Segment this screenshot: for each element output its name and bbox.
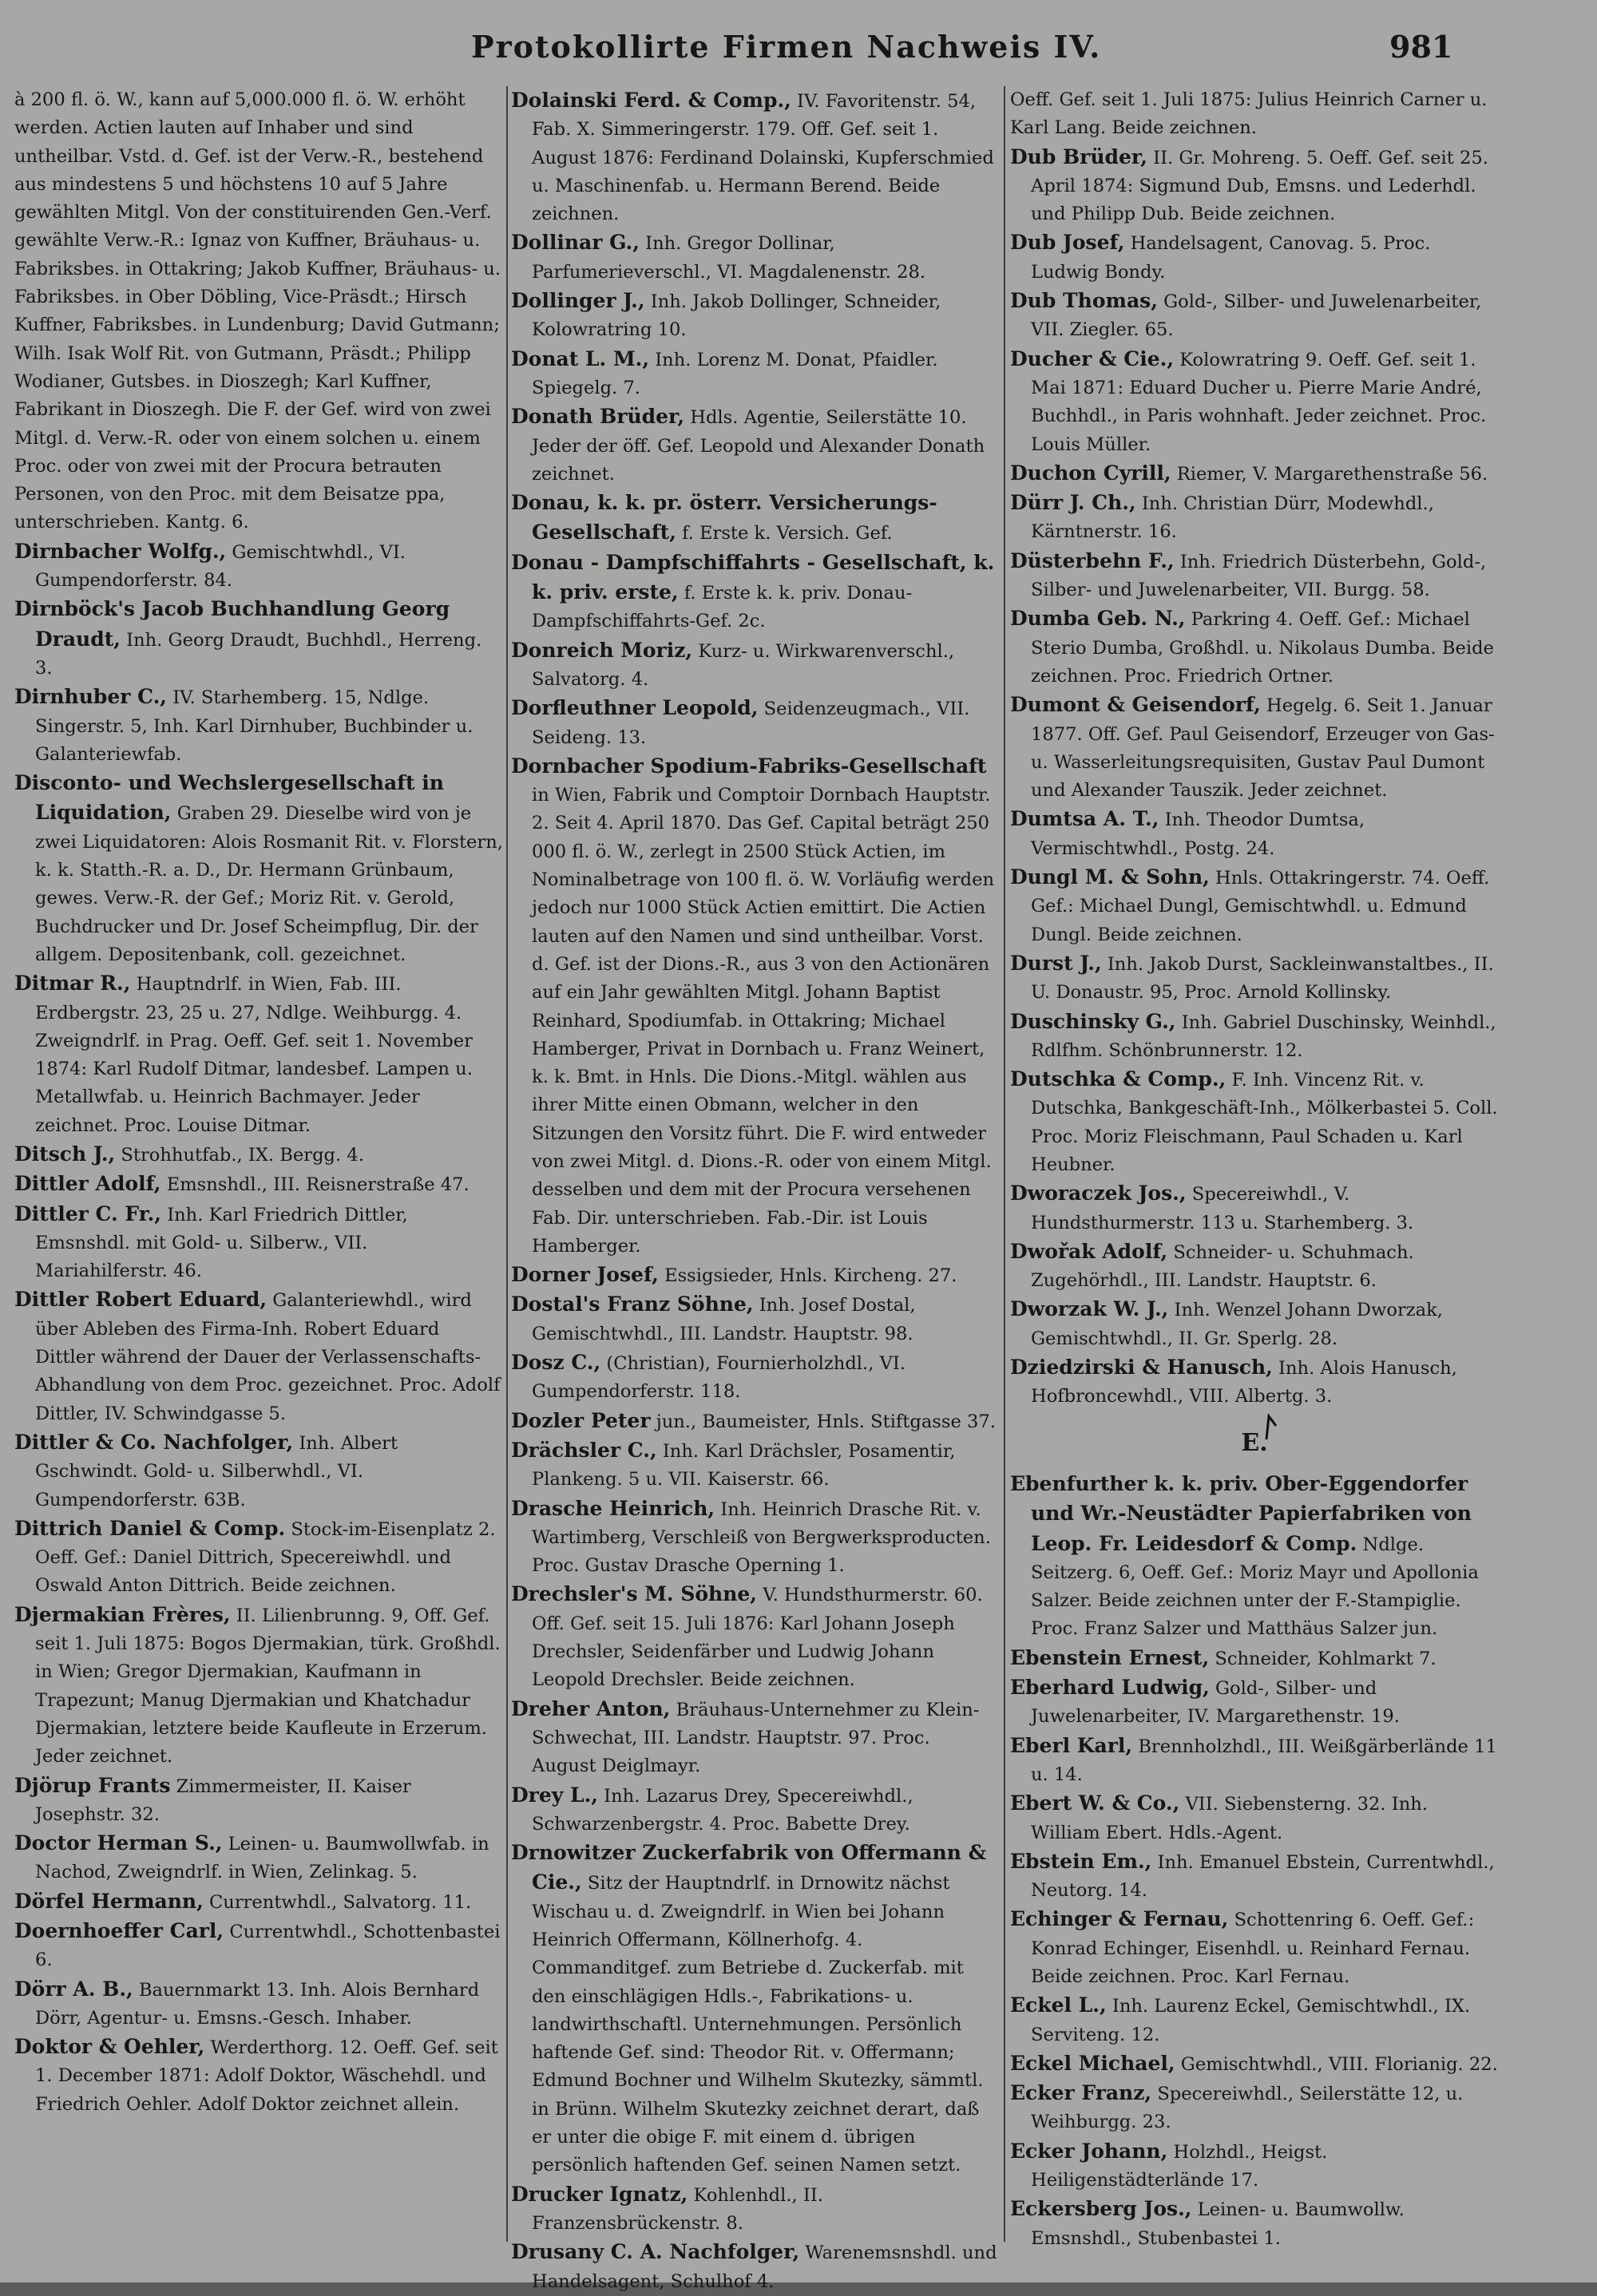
directory-entry <box>14 1887 503 1917</box>
firm-name: Djermakian Frères, <box>14 1602 231 1626</box>
entry-text: (Christian), Fournierholzhdl., VI. Gumpendorferstr. 118. <box>532 1353 906 1403</box>
entry-text: Inh. Christian Dürr, Modewhdl., Kärntnerstr. 16. <box>1031 493 1434 543</box>
entry-text: Inh. Karl Drächsler, Posamentir, Plankeng. 5 u. VII. Kaiserstr. 66. <box>532 1440 956 1490</box>
firm-name: Dittler & Co. Nachfolger, <box>14 1430 294 1454</box>
entry-text: Specereiwhdl., Seilerstätte 12, u. Weihburgg. 23. <box>1031 2084 1464 2133</box>
directory-entry <box>14 1428 503 1514</box>
directory-entry <box>1010 547 1499 605</box>
entry-text: Zimmermeister, II. Kaiser Josephstr. 32. <box>35 1775 411 1825</box>
entry-text: Emsnshdl., III. Reisnerstraße 47. <box>166 1174 470 1196</box>
firm-name: Eberhard Ludwig, <box>1010 1676 1210 1700</box>
firm-name: Dub Josef, <box>1010 231 1125 255</box>
entry-text: Kolowratring 9. Oeff. Gef. seit 1. Mai 1871: Eduard Ducher u. Pierre Marie André, Buchhdl., in Paris wohnhaft. Jeder zeichnet. Proc. Louis Müller. <box>1031 349 1487 455</box>
firm-name: Dittler Robert Eduard, <box>14 1288 267 1312</box>
directory-entry <box>1010 1237 1499 1296</box>
firm-name: Drächsler C., <box>511 1438 657 1462</box>
directory-entry <box>511 636 1000 695</box>
column-rule <box>1004 86 1005 2242</box>
firm-name: Ditsch J., <box>14 1142 116 1166</box>
entry-text: Inh. Jakob Dollinger, Schneider, Kolowratring 10. <box>532 291 941 341</box>
entry-text: Stock-im-Eisenplatz 2. Oeff. Gef.: Daniel Dittrich, Specereiwhdl. und Oswald Anton Dittrich. Beide zeichnen. <box>35 1518 496 1597</box>
running-title: Protokollirte Firmen Nachweis IV. <box>471 29 1102 65</box>
entry-text: Warenemsnshdl. und Handelsagent, Schulhof 4. <box>532 2243 997 2292</box>
firm-name: Dreher Anton, <box>511 1696 671 1720</box>
firm-name: Ditmar R., <box>14 972 131 996</box>
firm-name: Dub Thomas, <box>1010 289 1158 313</box>
entry-text: Inh. Alois Hanusch, Hofbroncewhdl., VIII. Albertg. 3. <box>1031 1358 1457 1407</box>
directory-entry <box>511 1695 1000 1781</box>
section-letter: E. <box>1241 1428 1268 1457</box>
entry-text: Parkring 4. Oeff. Gef.: Michael Sterio Dumba, Großhdl. u. Nikolaus Dumba. Beide zeichnen. Proc. Friedrich Ortner. <box>1031 609 1494 687</box>
entry-text: Bauernmarkt 13. Inh. Alois Bernhard Dörr, Agentur- u. Emsns.-Gesch. Inhaber. <box>35 1979 480 2029</box>
entry-text: Seidenzeugmach., VII. Seideng. 13. <box>532 699 970 748</box>
entry-text: f. Erste k. k. priv. Donau-Dampfschiffahrts-Gef. 2c. <box>532 583 913 632</box>
entry-text: Holzhdl., Heigst. Heiligenstädterlände 17. <box>1031 2141 1328 2191</box>
firm-name: Ducher & Cie., <box>1010 346 1175 370</box>
firm-name: Duchon Cyrill, <box>1010 461 1171 485</box>
directory-entry <box>511 1580 1000 1694</box>
directory-entry <box>14 1771 503 1830</box>
firm-name: Dwořak Adolf, <box>1010 1239 1168 1263</box>
entry-text: Leinen- u. Baumwollw. Emsnshdl., Stubenbastei 1. <box>1031 2199 1405 2249</box>
entry-text: VII. Siebensterng. 32. Inh. William Ebert. Hdls.-Agent. <box>1031 1794 1429 1843</box>
page-number: 981 <box>1389 29 1453 65</box>
entry-text: Inh. Theodor Dumtsa, Vermischtwhdl., Postg. 24. <box>1031 810 1365 859</box>
firm-name: Drey L., <box>511 1783 598 1807</box>
entry-text: Inh. Laurenz Eckel, Gemischtwhdl., IX. Serviteng. 12. <box>1031 1996 1471 2045</box>
directory-entry <box>1010 949 1499 1007</box>
firm-name: Dosz C., <box>511 1351 601 1375</box>
firm-name: Djörup Frants <box>14 1773 171 1797</box>
directory-entry <box>1010 86 1499 143</box>
directory-entry <box>1010 1470 1499 1644</box>
directory-entry <box>1010 1353 1499 1411</box>
firm-name: Donath Brüder, <box>511 405 685 429</box>
firm-name: Dub Brüder, <box>1010 144 1147 168</box>
entry-text: Werderthorg. 12. Oeff. Gef. seit 1. December 1871: Adolf Doktor, Wäschehdl. und Friedrich Oehler. Adolf Doktor zeichnet allein. <box>35 2037 498 2115</box>
directory-entry <box>511 2238 1000 2296</box>
directory-entry <box>14 969 503 1140</box>
directory-entry <box>14 1975 503 2033</box>
directory-entry <box>1010 805 1499 863</box>
entry-text: Inh. Gregor Dollinar, Parfumerieverschl., VI. Magdalenenstr. 28. <box>532 233 926 283</box>
firm-name: Drnowitzer Zuckerfabrik von Offermann & Cie., <box>511 1841 987 1894</box>
directory-entry <box>14 769 503 969</box>
firm-name: Duschinsky G., <box>1010 1009 1176 1033</box>
directory-entry <box>14 1829 503 1887</box>
directory-entry <box>14 1917 503 1975</box>
entry-text: Inh. Heinrich Drasche Rit. v. Wartimberg, Verschleiß von Bergwerksproducten. Proc. Gustav Drasche Operning 1. <box>532 1498 991 1577</box>
directory-entry <box>511 1494 1000 1581</box>
entry-text: Essigsieder, Hnls. Kircheng. 27. <box>664 1265 957 1287</box>
entry-text: in Wien, Fabrik und Comptoir Dornbach Hauptstr. 2. Seit 4. April 1870. Das Gef. Capital beträgt 250 000 fl. ö. W., zerlegt in 2500 Stück Actien, im Nominalbetrage von 100 fl. ö. W. Vorläufig werden jedoch nur 1000 Stück Actien emittirt. Die Actien lauten auf den Namen und sind untheilbar. Vorst. d. Gef. ist der Dions.-R., aus 3 von den Actionären auf ein Jahr gewählten Mitgl. Johann Baptist Reinhard, Spodiumfab. in Ottakring; Michael Hamberger, Privat in Dornbach u. Franz Weinert, k. k. Bmt. in Hnls. Die Dions.-Mitgl. wählen aus ihrer Mitte einen Obmann, welcher in den Sitzungen den Vorsitz führt. Die F. wird entweder von zwei Mitgl. d. Dions.-R. oder von einem Mitgl. desselben und dem mit der Procura versehenen Fab. Dir. unterschrieben. Fab.-Dir. ist Louis Hamberger. <box>532 785 995 1257</box>
directory-entry <box>511 1348 1000 1407</box>
entry-text: Gemischtwhdl., VIII. Florianig. 22. <box>1180 2053 1498 2075</box>
firm-name: Ebenstein Ernest, <box>1010 1645 1210 1669</box>
page-header <box>0 29 1597 64</box>
firm-name: Dörfel Hermann, <box>14 1889 204 1913</box>
entry-text: Bräuhaus-Unternehmer zu Klein-Schwechat, III. Landstr. Hauptstr. 97. Proc. August Deiglmayr. <box>532 1699 980 1777</box>
directory-entry <box>14 1140 503 1170</box>
entry-text: Strohhutfab., IX. Bergg. 4. <box>121 1144 364 1166</box>
directory-entry <box>1010 1007 1499 1066</box>
firm-name: Dörr A. B., <box>14 1977 133 2001</box>
firm-name: Dozler Peter <box>511 1408 651 1432</box>
firm-name: Dorfleuthner Leopold, <box>511 696 759 720</box>
directory-entry <box>1010 345 1499 459</box>
firm-name: Dollinar G., <box>511 231 640 255</box>
entry-text: Hauptndrlf. in Wien, Fab. III. Erdbergstr. 23, 25 u. 27, Ndlge. Weihburgg. 4. Zweigndrlf. in Prag. Oeff. Gef. seit 1. November 1874: Karl Rudolf Ditmar, landesbef. Lampen u. Metallwfab. u. Heinrich Bachmayer. Jeder zeichnet. Proc. Louise Ditmar. <box>35 974 473 1136</box>
directory-entry <box>1010 1065 1499 1179</box>
directory-entry <box>1010 228 1499 287</box>
entry-text: Schneider, Kohlmarkt 7. <box>1215 1648 1437 1669</box>
directory-entry <box>511 2180 1000 2239</box>
directory-entry <box>1010 1295 1499 1353</box>
firm-name: Donau - Dampfschiffahrts - Gesellschaft, k. k. priv. erste, <box>511 550 995 604</box>
firm-name: Dostal's Franz Söhne, <box>511 1292 754 1316</box>
entry-text: Currentwhdl., Salvatorg. 11. <box>208 1891 472 1913</box>
firm-name: Dorner Josef, <box>511 1263 659 1287</box>
entry-text: V. Hundsthurmerstr. 60. Off. Gef. seit 15. Juli 1876: Karl Johann Joseph Drechsler, Seidenfärber und Ludwig Johann Leopold Drechsler. Beide zeichnen. <box>532 1585 983 1691</box>
entry-text: Hnls. Ottakringerstr. 74. Oeff. Gef.: Michael Dungl, Gemischtwhdl. u. Edmund Dungl. Beide zeichnen. <box>1031 868 1490 945</box>
entry-text: Sitz der Hauptndrlf. in Drnowitz nächst Wischau u. d. Zweigndrlf. in Wien bei Johann Heinrich Offermann, Köllnerhofg. 4. Commanditgef. zum Betriebe d. Zuckerfab. mit den einschlägigen Hdls.-, Fabrikations- u. landwirthschaftl. Unternehmungen. Persönlich haftende Gef. sind: Theodor Rit. v. Offermann; Edmund Bochner und Wilhelm Skutezky, sämmtl. in Brünn. Wilhelm Skutezky zeichnet derart, daß er unter die obige F. mit einem d. übrigen persönlich haftenden Gef. seinen Namen setzt. <box>532 1873 984 2176</box>
firm-name: Dutschka & Comp., <box>1010 1067 1226 1091</box>
directory-entry <box>1010 2079 1499 2137</box>
directory-entry <box>511 228 1000 287</box>
firm-name: Doctor Herman S., <box>14 1831 223 1855</box>
entry-text: IV. Favoritenstr. 54, Fab. X. Simmeringerstr. 179. Off. Gef. seit 1. August 1876: Ferdinand Dolainski, Kupferschmied u. Maschinenfab. u. Hermann Berend. Beide zeichnen. <box>532 91 994 225</box>
entry-text: Hegelg. 6. Seit 1. Januar 1877. Off. Gef. Paul Geisendorf, Erzeuger von Gas- u. Wasserleitungsrequisiten, Gustav Paul Dumont und Alexander Tauszik. Jeder zeichnet. <box>1031 695 1495 802</box>
firm-name: Dittler C. Fr., <box>14 1201 162 1225</box>
directory-entry <box>14 86 503 537</box>
firm-name: Dworaczek Jos., <box>1010 1182 1187 1205</box>
directory-entry <box>1010 1673 1499 1732</box>
firm-name: Dworzak W. J., <box>1010 1297 1169 1321</box>
firm-name: Ecker Franz, <box>1010 2081 1152 2105</box>
entry-text: Handelsagent, Canovag. 5. Proc. Ludwig Bondy. <box>1031 233 1431 283</box>
firm-name: Dziedzirski & Hanusch, <box>1010 1356 1273 1380</box>
directory-entry <box>511 548 1000 636</box>
firm-name: Doktor & Oehler, <box>14 2035 205 2059</box>
directory-entry <box>14 595 503 683</box>
entry-text: Gemischtwhdl., VI. Gumpendorferstr. 84. <box>35 541 406 592</box>
entry-text: Inh. Karl Friedrich Dittler, Emsnshdl. mit Gold- u. Silberw., VII. Mariahilferstr. 46. <box>35 1204 408 1282</box>
firm-name: Dirnbacher Wolfg., <box>14 539 227 563</box>
firm-name: Eckel Michael, <box>1010 2051 1175 2075</box>
entry-text: II. Gr. Mohreng. 5. Oeff. Gef. seit 25. April 1874: Sigmund Dub, Emsns. und Lederhdl. und Philipp Dub. Beide zeichnen. <box>1031 147 1488 225</box>
entry-text: Galanteriewhdl., wird über Ableben des Firma-Inh. Robert Eduard Dittler während der Dauer der Verlassenschafts-Abhandlung von dem Proc. gezeichnet. Proc. Adolf Dittler, IV. Schwindgasse 5. <box>35 1290 501 1424</box>
entry-text: Leinen- u. Baumwollwfab. in Nachod, Zweigndrlf. in Wien, Zelinkag. 5. <box>35 1834 489 1883</box>
pencil-mark-icon <box>1255 1413 1281 1440</box>
directory-entry <box>511 1781 1000 1839</box>
firm-name: Ebert W. & Co., <box>1010 1791 1180 1815</box>
directory-entry <box>511 287 1000 345</box>
directory-entry <box>14 537 503 596</box>
firm-name: Dirnhuber C., <box>14 685 168 709</box>
entry-text: Graben 29. Dieselbe wird von je zwei Liquidatoren: Alois Rosmanit Rit. v. Florstern, k. k. Statth.-R. a. D., Dr. Hermann Grünbaum, gewes. Verw.-R. der Gef.; Moriz Rit. v. Gerold, Buchdrucker und Dr. Josef Scheimpflug, Dir. der allgem. Depositenbank, coll. gezeichnet. <box>35 803 503 965</box>
directory-entry <box>14 1200 503 1286</box>
firm-name: Dittler Adolf, <box>14 1172 161 1196</box>
firm-name: Drechsler's M. Söhne, <box>511 1582 758 1606</box>
entry-text: Inh. Lazarus Drey, Specereiwhdl., Schwarzenbergstr. 4. Proc. Babette Drey. <box>532 1785 913 1835</box>
entry-text: Inh. Josef Dostal, Gemischtwhdl., III. Landstr. Hauptstr. 98. <box>532 1295 916 1344</box>
firm-name: Dungl M. & Sohn, <box>1010 865 1210 889</box>
directory-entry <box>14 1170 503 1199</box>
directory-entry <box>1010 1991 1499 2049</box>
firm-name: Durst J., <box>1010 951 1102 975</box>
entry-text: à 200 fl. ö. W., kann auf 5,000.000 fl. ö. W. erhöht werden. Actien lauten auf Inhaber und sind untheilbar. Vstd. d. Gef. ist der Verw.-R., bestehend aus mindestens 5 und höchstens 10 auf 5 Jahre gewählten Mitgl. Von der constituirenden Gen.-Verf. gewählte Verw.-R.: Ignaz von Kuffner, Bräuhaus- u. Fabriksbes. in Ottakring; Jakob Kuffner, Bräuhaus- u. Fabriksbes. in Ober Döbling, Vice-Präsdt.; Hirsch Kuffner, Fabriksbes. in Lundenburg; David Gutmann; Wilh. Isak Wolf Rit. von Gutmann, Präsdt.; Philipp Wodianer, Gutsbes. in Dioszegh; Karl Kuffner, Fabrikant in Dioszegh. Die F. der Gef. wird von zwei Mitgl. d. Verw.-R. oder von einem solchen u. einem Proc. oder von zwei mit der Procura betrauten Personen, von den Proc. mit dem Beisatze ppa, unterschrieben. Kantg. 6. <box>14 89 501 533</box>
directory-entry <box>1010 1732 1499 1790</box>
firm-name: Düsterbehn F., <box>1010 548 1175 572</box>
entry-text: Inh. Emanuel Ebstein, Currentwhdl., Neutorg. 14. <box>1031 1851 1495 1902</box>
directory-entry <box>1010 1905 1499 1991</box>
directory-entry <box>14 2033 503 2119</box>
directory-entry <box>511 86 1000 228</box>
firm-name: Drasche Heinrich, <box>511 1496 715 1520</box>
firm-name: Donreich Moriz, <box>511 638 693 662</box>
firm-name: Donat L. M., <box>511 346 650 370</box>
entry-text: Ndlge. Seitzerg. 6, Oeff. Gef.: Moriz Mayr und Apollonia Salzer. Beide zeichnen unter der F.-Stampiglie. Proc. Franz Salzer und Matthäus Salzer jun. <box>1031 1534 1479 1640</box>
entry-text: Oeff. Gef. seit 1. Juli 1875: Julius Heinrich Carner u. Karl Lang. Beide zeichnen. <box>1010 89 1488 139</box>
directory-entry <box>1010 1179 1499 1237</box>
entry-text: Currentwhdl., Schottenbastei 6. <box>35 1922 501 1971</box>
column-2 <box>511 86 1000 2292</box>
directory-entry <box>511 402 1000 489</box>
entry-text: Kohlenhdl., II. Franzensbrückenstr. 8. <box>532 2184 823 2234</box>
firm-name: Eckersberg Jos., <box>1010 2197 1192 2221</box>
entry-text: Inh. Jakob Durst, Sackleinwanstaltbes., II. U. Donaustr. 95, Proc. Arnold Kollinsky. <box>1031 953 1494 1004</box>
firm-name: Dirnböck's Jacob Buchhandlung Georg Draudt, <box>14 597 450 651</box>
firm-name: Echinger & Fernau, <box>1010 1907 1229 1931</box>
firm-name: Ebstein Em., <box>1010 1849 1152 1873</box>
entry-text: Gold-, Silber- und Juwelenarbeiter, VII. Ziegler. 65. <box>1031 291 1482 341</box>
firm-name: Dumont & Geisendorf, <box>1010 693 1261 717</box>
entry-text: Inh. Wenzel Johann Dworzak, Gemischtwhdl., II. Gr. Sperlg. 28. <box>1031 1300 1443 1349</box>
directory-entry <box>511 694 1000 752</box>
entry-text: jun., Baumeister, Hnls. Stiftgasse 37. <box>656 1411 996 1432</box>
firm-name: Dittrich Daniel & Comp. <box>14 1516 286 1540</box>
directory-entry <box>1010 1847 1499 1906</box>
directory-entry <box>511 1261 1000 1290</box>
directory-entry <box>511 345 1000 403</box>
directory-entry <box>14 1514 503 1601</box>
entry-text: Inh. Gabriel Duschinsky, Weinhdl., Rdlfhm. Schönbrunnerstr. 12. <box>1031 1011 1496 1061</box>
entry-text: Specereiwhdl., V. Hundsthurmerstr. 113 u. Starhemberg. 3. <box>1031 1184 1414 1233</box>
entry-text: Kurz- u. Wirkwarenverschl., Salvatorg. 4. <box>532 640 955 690</box>
directory-entry <box>14 683 503 769</box>
entry-text: Inh. Friedrich Düsterbehn, Gold-, Silber- und Juwelenarbeiter, VII. Burgg. 58. <box>1031 551 1487 601</box>
directory-entry <box>1010 459 1499 489</box>
entry-text: f. Erste k. Versich. Gef. <box>682 523 893 544</box>
firm-name: Dürr J. Ch., <box>1010 491 1136 515</box>
entry-text: Brennholzhdl., III. Weißgärberlände 11 u. 14. <box>1031 1736 1497 1785</box>
entry-text: Schottenring 6. Oeff. Gef.: Konrad Echinger, Eisenhdl. u. Reinhard Fernau. Beide zeichnen. Proc. Karl Fernau. <box>1031 1910 1475 1987</box>
firm-name: Eckel L., <box>1010 1993 1107 2017</box>
directory-entry <box>511 1436 1000 1494</box>
firm-name: Dolainski Ferd. & Comp., <box>511 89 791 112</box>
firm-name: Ecker Johann, <box>1010 2139 1168 2163</box>
directory-entry <box>1010 2137 1499 2195</box>
directory-entry <box>1010 691 1499 805</box>
directory-entry <box>1010 489 1499 547</box>
firm-name: Eberl Karl, <box>1010 1733 1133 1757</box>
entry-text: Gold-, Silber- und Juwelenarbeiter, IV. Margarethenstr. 19. <box>1031 1678 1400 1728</box>
firm-name: Dornbacher Spodium-Fabriks-Gesellschaft <box>511 754 987 778</box>
directory-entry <box>511 1407 1000 1436</box>
firm-name: Dumtsa A. T., <box>1010 807 1159 831</box>
entry-text: Riemer, V. Margarethenstraße 56. <box>1176 463 1488 485</box>
directory-entry <box>511 752 1000 1261</box>
entry-text: Hdls. Agentie, Seilerstätte 10. Jeder der öff. Gef. Leopold und Alexander Donath zeichnet. <box>532 407 985 485</box>
directory-entry <box>511 1290 1000 1348</box>
directory-entry <box>1010 604 1499 691</box>
entry-text: F. Inh. Vincenz Rit. v. Dutschka, Bankgeschäft-Inh., Mölkerbastei 5. Coll. Proc. Moriz Fleischmann, Paul Schaden u. Karl Heubner. <box>1031 1070 1498 1175</box>
firm-name: Drusany C. A. Nachfolger, <box>511 2240 800 2264</box>
directory-entry <box>1010 2195 1499 2253</box>
directory-entry <box>14 1601 503 1771</box>
directory-entry <box>14 1285 503 1427</box>
entry-text: Schneider- u. Schuhmach. Zugehörhdl., III. Landstr. Hauptstr. 6. <box>1031 1241 1414 1292</box>
entry-text: IV. Starhemberg. 15, Ndlge. Singerstr. 5, Inh. Karl Dirnhuber, Buchbinder u. Galanteriewfab. <box>35 687 474 765</box>
entry-text: Inh. Lorenz M. Donat, Pfaidler. Spiegelg. 7. <box>532 349 938 398</box>
entry-text: Inh. Albert Gschwindt. Gold- u. Silberwhdl., VI. Gumpendorferstr. 63B. <box>35 1432 398 1510</box>
firm-name: Donau, k. k. pr. österr. Versicherungs-Gesellschaft, <box>511 491 937 544</box>
directory-entry <box>511 1839 1000 2180</box>
entry-text: Inh. Georg Draudt, Buchhdl., Herreng. 3. <box>35 629 482 679</box>
directory-entry <box>1010 1789 1499 1847</box>
column-3 <box>1010 86 1499 2266</box>
directory-entry <box>1010 1644 1499 1673</box>
column-1 <box>14 86 503 2266</box>
column-rule <box>506 86 508 2242</box>
firm-name: Drucker Ignatz, <box>511 2182 688 2206</box>
firm-name: Doernhoeffer Carl, <box>14 1919 224 1942</box>
firm-name: Dollinger J., <box>511 289 645 313</box>
entry-text: II. Lilienbrunng. 9, Off. Gef. seit 1. Juli 1875: Bogos Djermakian, türk. Großhdl. in Wien; Gregor Djermakian, Kaufmann in Trapezunt; Manug Djermakian und Khatchadur Djermakian, letztere beide Kaufleute in Erzerum. Jeder zeichnet. <box>35 1605 501 1768</box>
firm-name: Ebenfurther k. k. priv. Ober-Eggendorfer und Wr.-Neustädter Papierfabriken von Leop. Fr. Leidesdorf & Comp. <box>1010 1471 1472 1555</box>
directory-entry <box>511 489 1000 548</box>
firm-name: Dumba Geb. N., <box>1010 607 1186 631</box>
directory-entry <box>1010 143 1499 229</box>
firm-name: Disconto- und Wechslergesellschaft in Liquidation, <box>14 771 444 825</box>
directory-entry <box>1010 287 1499 345</box>
directory-entry <box>1010 2049 1499 2079</box>
directory-entry <box>1010 863 1499 949</box>
